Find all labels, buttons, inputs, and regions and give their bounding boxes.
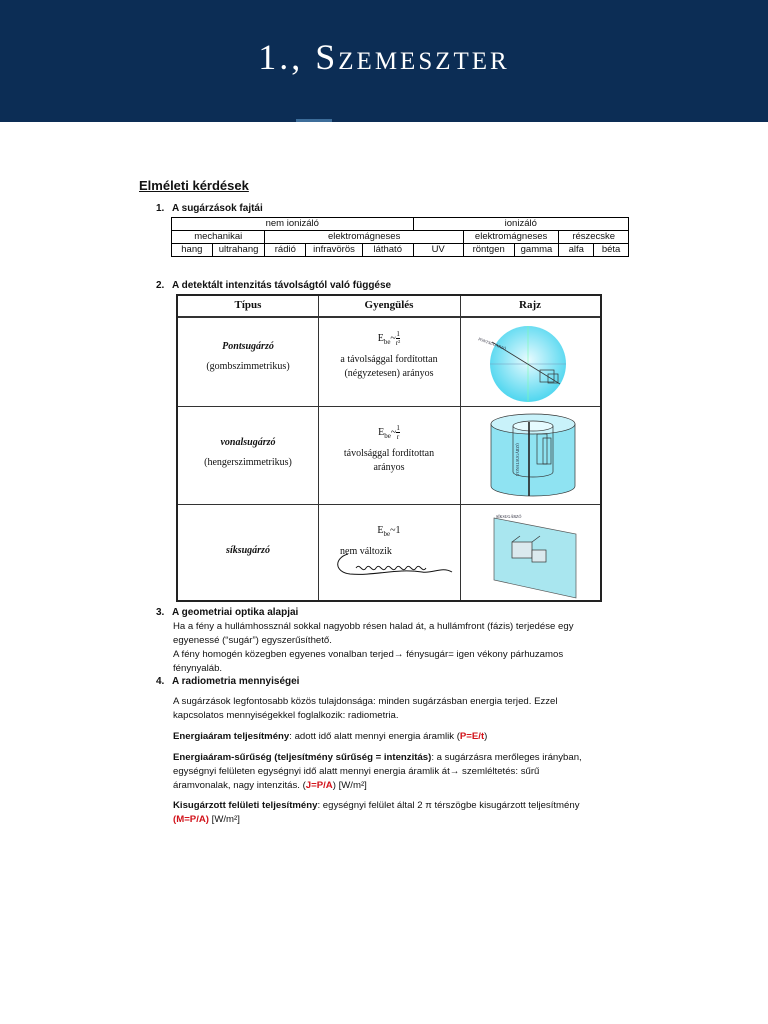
type-sub: (hengerszimmetrikus) <box>204 457 292 468</box>
attenuation-cell <box>318 330 460 381</box>
radiation-types-table <box>171 217 629 257</box>
q1-heading <box>156 203 263 214</box>
table-cell: látható <box>362 244 413 257</box>
q2-number: 2. <box>156 280 165 291</box>
desc-line: a távolsággal fordítottan <box>340 353 438 365</box>
q4-intensity <box>173 751 613 793</box>
table-cell: alfa <box>559 244 594 257</box>
banner-accent <box>296 119 332 122</box>
page-title: 1., Szemeszter <box>258 37 510 77</box>
formula: M=P/A <box>176 814 206 825</box>
term: Energiaáram-sűrűség (teljesítmény sűrűség = intenzitás) <box>173 752 432 763</box>
header-attenuation: Gyengülés <box>364 299 414 311</box>
attenuation-cell <box>318 424 460 475</box>
q4-number: 4. <box>156 676 165 687</box>
text: : adott idő alatt mennyi energia áramlik ( <box>289 731 460 742</box>
q3-body <box>173 620 613 676</box>
q2-heading <box>156 280 391 291</box>
text: : egységnyi felület által 2 π térszögbe kisugárzott teljesítmény <box>317 800 580 811</box>
q4-emittance: Kisugárzott felületi teljesítmény: egységnyi felület által 2 π térszögbe kisugárzott teljesítmény (M=P/A) [W/m²] <box>173 800 580 825</box>
table-cell: UV <box>413 244 463 257</box>
text-line: A sugárzások legfontosabb közös tulajdonsága: minden sugárzásban energia terjed. Ezzel <box>173 696 558 707</box>
desc-line: (négyzetesen) arányos <box>344 367 434 379</box>
formula: P=E/t <box>459 731 485 742</box>
header-type: Típus <box>234 299 262 311</box>
text: áramvonalak, nagy intenzitás. ( <box>173 780 306 791</box>
svg-text:SÍKSUGÁRZÓ: SÍKSUGÁRZÓ <box>496 514 522 519</box>
type-name: vonalsugárzó <box>220 437 276 448</box>
q4-power <box>173 730 613 744</box>
text: ) [W/m²] <box>332 780 367 791</box>
text: : a sugárzásra merőleges irányban, <box>431 752 582 763</box>
table-cell: infravörös <box>306 244 363 257</box>
table-cell: részecske <box>559 231 629 244</box>
table-cell: hang <box>172 244 213 257</box>
table-cell: elektromágneses <box>463 231 559 244</box>
table-cell: béta <box>594 244 629 257</box>
type-name: Pontsugárzó <box>222 341 274 352</box>
term: Energiaáram teljesítmény <box>173 731 290 742</box>
text: ( <box>173 814 177 825</box>
section-title: Elméleti kérdések <box>139 178 249 193</box>
type-cell <box>178 340 318 374</box>
type-cell <box>178 436 318 470</box>
type-cell <box>178 544 318 558</box>
desc-line: arányos <box>373 461 405 473</box>
type-name: síksugárzó <box>226 545 270 556</box>
formula: J=P/A <box>305 780 333 791</box>
text-line: egységnyi felületen egységnyi idő alatt mennyi energia áramlik át→ szemléltetés: sűrű <box>173 766 540 777</box>
q1-title: A sugárzások fajtái <box>172 203 263 214</box>
term: Kisugárzott felületi teljesítmény <box>173 800 318 811</box>
handwritten-scribble <box>326 548 456 584</box>
line-source-drawing <box>483 412 583 500</box>
handwritten-note: nem változik <box>340 546 392 557</box>
svg-text:VONALSUGÁRZÓ: VONALSUGÁRZÓ <box>515 443 520 476</box>
q4-intro <box>173 695 613 723</box>
q4-title: A radiometria mennyiségei <box>172 676 300 687</box>
q3-heading <box>156 607 298 618</box>
q4-heading <box>156 676 299 687</box>
formula: $E_{be}\sim 1$ <box>377 525 401 538</box>
table-cell: rádió <box>265 244 306 257</box>
table-cell: ultrahang <box>212 244 265 257</box>
q1-number: 1. <box>156 203 165 214</box>
distance-dependence-table <box>176 294 602 602</box>
table-cell: elektromágneses <box>265 231 463 244</box>
type-sub: (gombszimmetrikus) <box>206 361 290 372</box>
q3-number: 3. <box>156 607 165 618</box>
table-cell: nem ionizáló <box>172 218 414 231</box>
q3-title: A geometriai optika alapjai <box>172 607 299 618</box>
text-line: A fény homogén közegben egyenes vonalban terjed→ fénysugár= igen vékony párhuzamos <box>173 649 564 660</box>
text-line: Ha a fény a hullámhossznál sokkal nagyobb résen halad át, a hullámfront (fázis) terjedése egy <box>173 621 574 632</box>
q2-title: A detektált intenzitás távolságtól való függése <box>172 280 392 291</box>
text-line: kapcsolatos mennyiségekkel foglalkozik: radiometria. <box>173 710 399 721</box>
text: ) <box>484 731 488 742</box>
text: [W/m²] <box>209 814 240 825</box>
svg-text:PONTSUGÁRZÓ: PONTSUGÁRZÓ <box>477 336 507 351</box>
text-line: fénynyaláb. <box>173 663 223 674</box>
table-cell: mechanikai <box>172 231 265 244</box>
formula: $E_{be}\sim$ $\frac{1}{r}$ <box>378 424 400 441</box>
table-cell: röntgen <box>463 244 514 257</box>
header-banner <box>0 0 768 122</box>
table-cell: ionizáló <box>413 218 628 231</box>
formula: $E_{be}\sim$ $\frac{1}{\text{r²}}$ <box>377 330 401 347</box>
desc-line: távolsággal fordítottan <box>343 447 435 459</box>
plane-source-drawing <box>484 508 584 600</box>
point-source-drawing <box>470 322 590 404</box>
table-cell: gamma <box>514 244 559 257</box>
text-line: egyenessé (“sugár”) egyszerűsíthető. <box>173 635 332 646</box>
header-drawing: Rajz <box>519 299 541 311</box>
